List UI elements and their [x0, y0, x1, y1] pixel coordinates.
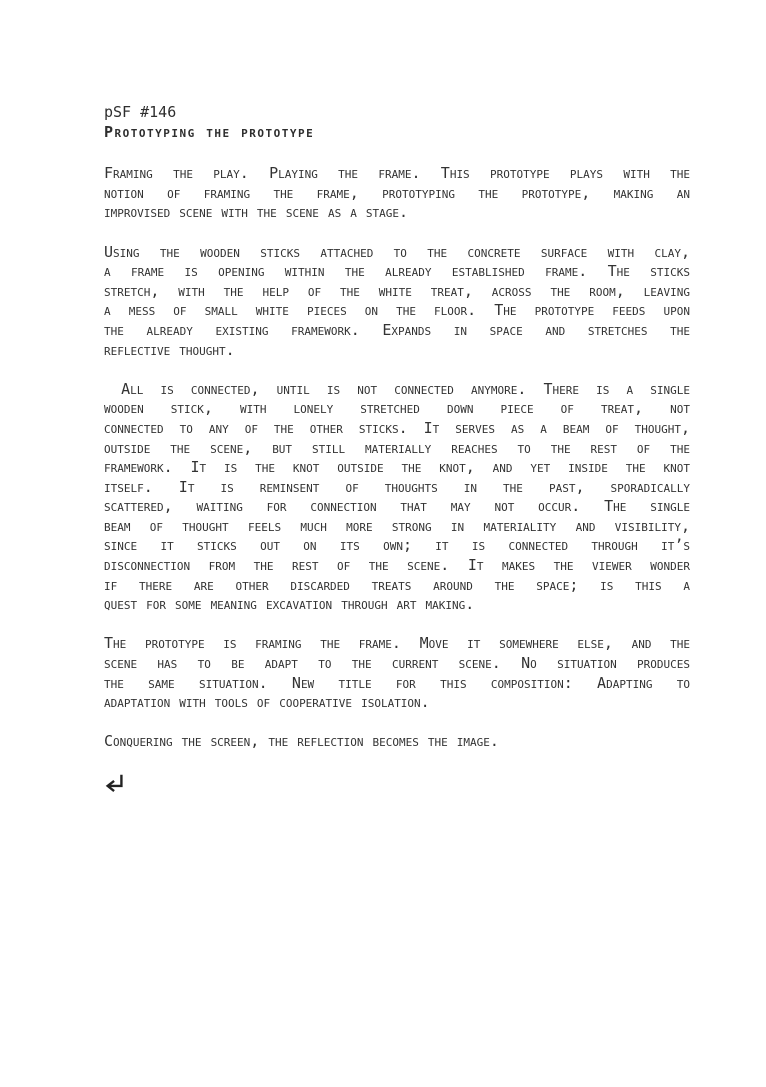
text-line: outside the scene, but still materially reaches to the rest of the: [104, 438, 690, 457]
text-line: beam of thought feels much more strong in materiality and visibility,: [104, 516, 690, 535]
paragraph: [104, 380, 690, 615]
page-title: Prototyping the prototype: [104, 122, 315, 141]
document-body: [104, 164, 690, 752]
text-line: scattered, waiting for connection that may not occur. The single: [104, 497, 690, 516]
text-line: a frame is opening within the already established frame. The sticks: [104, 262, 690, 281]
text-line: adaptation with tools of cooperative isolation.: [104, 693, 430, 712]
text-line: framework. It is the knot outside the knot, and yet inside the knot: [104, 458, 690, 477]
text-line: wooden stick, with lonely stretched down piece of treat, not: [104, 399, 690, 418]
paragraph: [104, 732, 690, 752]
text-line: the same situation. New title for this composition: Adapting to: [104, 673, 690, 692]
text-line: a mess of small white pieces on the floor. The prototype feeds upon: [104, 301, 690, 320]
text-line: reflective thought.: [104, 340, 235, 359]
text-line: Framing the play. Playing the frame. This prototype plays with the: [104, 164, 690, 183]
paragraph: [104, 243, 690, 361]
text-line: The prototype is framing the frame. Move it somewhere else, and the: [104, 634, 690, 653]
text-line: quest for some meaning excavation through art making.: [104, 595, 475, 614]
paragraph: [104, 634, 690, 712]
doc-number: pSF #146: [104, 103, 177, 121]
return-line: [104, 772, 690, 796]
text-line: Using the wooden sticks attached to the concrete surface with clay,: [104, 242, 690, 261]
text-line: notion of framing the frame, prototyping the prototype, making an: [104, 183, 690, 202]
text-line: All is connected, until is not connected anymore. There is a single: [104, 379, 690, 398]
text-line: if there are other discarded treats around the space; is this a: [104, 575, 690, 594]
text-line: since it sticks out on its own; it is connected through it’s: [104, 536, 690, 555]
text-line: Conquering the screen, the reflection becomes the image.: [104, 732, 499, 751]
text-line: itself. It is reminsent of thoughts in the past, sporadically: [104, 477, 690, 496]
document-header: [104, 103, 690, 142]
text-line: disconnection from the rest of the scene. It makes the viewer wonder: [104, 556, 690, 575]
text-line: scene has to be adapt to the current scene. No situation produces: [104, 654, 690, 673]
text-line: improvised scene with the scene as a stage.: [104, 203, 409, 222]
text-line: the already existing framework. Expands in space and stretches the: [104, 320, 690, 339]
text-line: stretch, with the help of the white treat, across the room, leaving: [104, 281, 690, 300]
paragraph: [104, 164, 690, 223]
text-line: connected to any of the other sticks. It serves as a beam of thought,: [104, 418, 690, 437]
return-arrow-icon: [104, 772, 126, 794]
